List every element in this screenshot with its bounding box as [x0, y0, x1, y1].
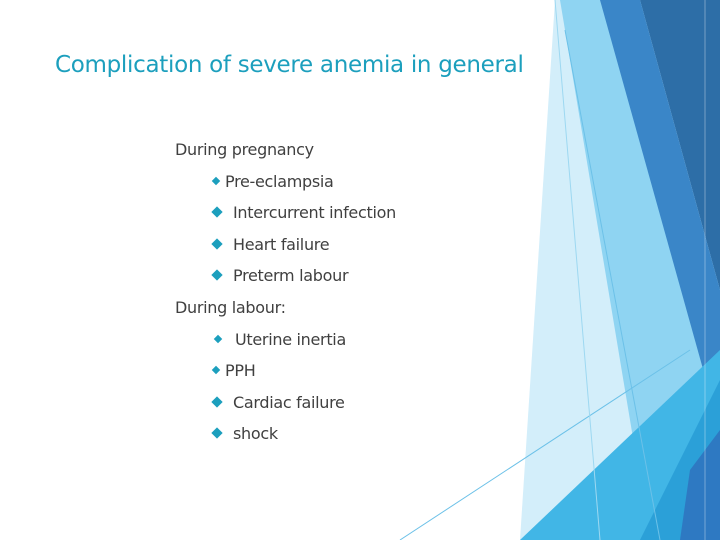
- section-heading-during-labour: During labour:: [175, 298, 286, 317]
- section-heading-during-pregnancy: During pregnancy: [175, 140, 314, 159]
- diamond-bullet-icon: [211, 427, 222, 438]
- list-item-text: Heart failure: [233, 235, 330, 254]
- list-item: [213, 424, 278, 444]
- list-item-text: shock: [233, 424, 278, 443]
- list-item-text: PPH: [225, 361, 256, 380]
- diamond-bullet-icon: [211, 396, 222, 407]
- diamond-bullet-icon: [214, 334, 222, 342]
- list-item-text: Pre-eclampsia: [225, 172, 334, 191]
- diamond-bullet-icon: [212, 176, 220, 184]
- list-item: [213, 235, 329, 255]
- list-item: [215, 330, 346, 350]
- list-item-text: Cardiac failure: [233, 393, 345, 412]
- slide-title: Complication of severe anemia in general: [55, 52, 524, 78]
- diamond-bullet-icon: [212, 365, 220, 373]
- list-item-text: Uterine inertia: [235, 330, 346, 349]
- diamond-bullet-icon: [211, 269, 222, 280]
- diamond-bullet-icon: [211, 238, 222, 249]
- diamond-bullet-icon: [211, 206, 222, 217]
- list-item: [213, 393, 345, 413]
- list-item: [213, 361, 255, 381]
- list-item-text: Intercurrent infection: [233, 203, 396, 222]
- list-item: [213, 203, 396, 223]
- list-item-text: Preterm labour: [233, 266, 349, 285]
- list-item: [213, 172, 334, 192]
- list-item: [213, 266, 348, 286]
